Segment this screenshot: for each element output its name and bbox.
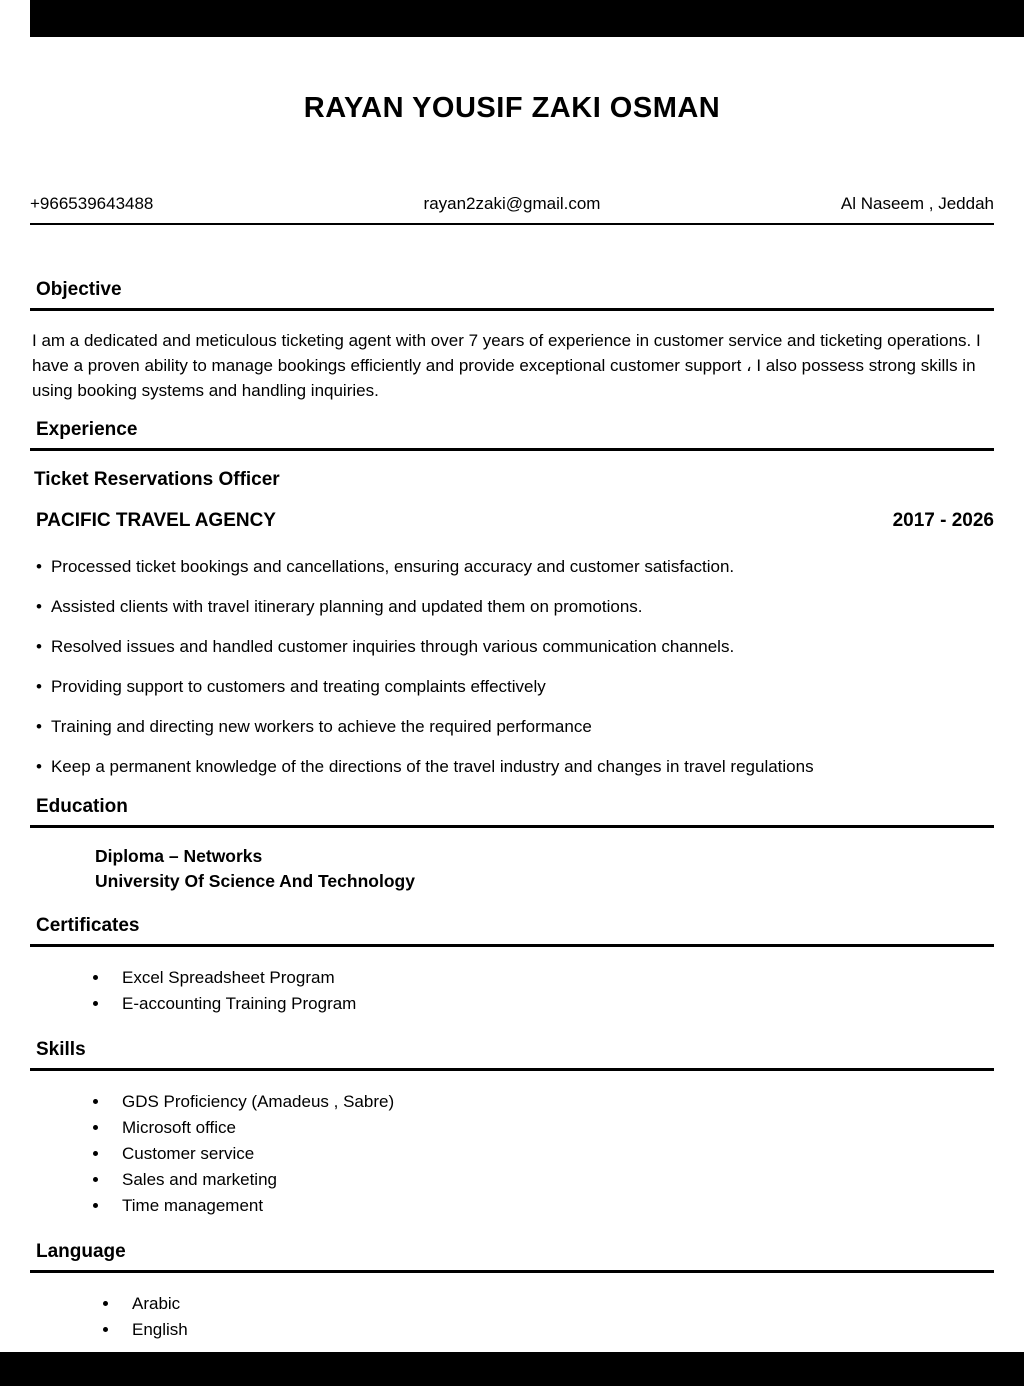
skills-heading: Skills (30, 1039, 994, 1071)
company-name: PACIFIC TRAVEL AGENCY (36, 510, 276, 531)
location-text: Al Naseem , Jeddah (840, 194, 994, 213)
certificate-item: • E-accounting Training Program (110, 991, 994, 1017)
experience-bullet-list (30, 556, 994, 778)
employment-dates: 2017 - 2026 (892, 510, 994, 531)
education-entry (30, 844, 994, 894)
certificates-heading: Certificates (30, 915, 994, 947)
skills-section (30, 1039, 994, 1219)
school-name: University Of Science And Technology (95, 871, 415, 891)
experience-heading: Experience (30, 419, 994, 451)
contact-row (30, 194, 994, 225)
experience-bullet: • Processed ticket bookings and cancellations, ensuring accuracy and customer satisfaction. (36, 556, 994, 578)
skill-item: • Time management (110, 1193, 994, 1219)
phone-number: +966539643488 (30, 194, 154, 213)
language-item: • English (120, 1317, 994, 1343)
experience-bullet: • Providing support to customers and treating complaints effectively (36, 676, 994, 698)
language-heading: Language (30, 1241, 994, 1273)
bottom-black-bar (0, 1352, 1024, 1386)
certificates-list (30, 965, 994, 1017)
company-row (30, 510, 994, 532)
certificate-item: • Excel Spreadsheet Program (110, 965, 994, 991)
language-item: • Arabic (120, 1291, 994, 1317)
skill-item: • GDS Proficiency (Amadeus , Sabre) (110, 1089, 994, 1115)
email-address: rayan2zaki@gmail.com (423, 194, 601, 213)
education-heading: Education (30, 796, 994, 828)
experience-bullet: • Keep a permanent knowledge of the directions of the travel industry and changes in travel regulations (36, 756, 994, 778)
skill-item: • Sales and marketing (110, 1167, 994, 1193)
language-list (30, 1291, 994, 1343)
certificates-section (30, 915, 994, 1017)
experience-bullet: • Assisted clients with travel itinerary planning and updated them on promotions. (36, 596, 994, 618)
degree-name: Diploma – Networks (95, 846, 263, 866)
skill-item: • Microsoft office (110, 1115, 994, 1141)
skills-list (30, 1089, 994, 1219)
experience-bullet: • Training and directing new workers to achieve the required performance (36, 716, 994, 738)
skill-item: • Customer service (110, 1141, 994, 1167)
objective-section (30, 279, 994, 403)
objective-heading: Objective (30, 279, 994, 311)
education-section (30, 796, 994, 894)
experience-section (30, 419, 994, 778)
resume-name: RAYAN YOUSIF ZAKI OSMAN (303, 92, 721, 124)
job-title: Ticket Reservations Officer (34, 469, 280, 490)
language-section (30, 1241, 994, 1343)
experience-bullet: • Resolved issues and handled customer inquiries through various communication channels. (36, 636, 994, 658)
objective-paragraph: I am a dedicated and meticulous ticketing agent with over 7 years of experience in customer service and ticketing operations. I have a proven ability to manage bookings efficiently and provide exceptional customer support ، I also possess strong skills in using booking systems and handling inquiries. (32, 331, 981, 400)
resume-content (30, 0, 994, 1343)
